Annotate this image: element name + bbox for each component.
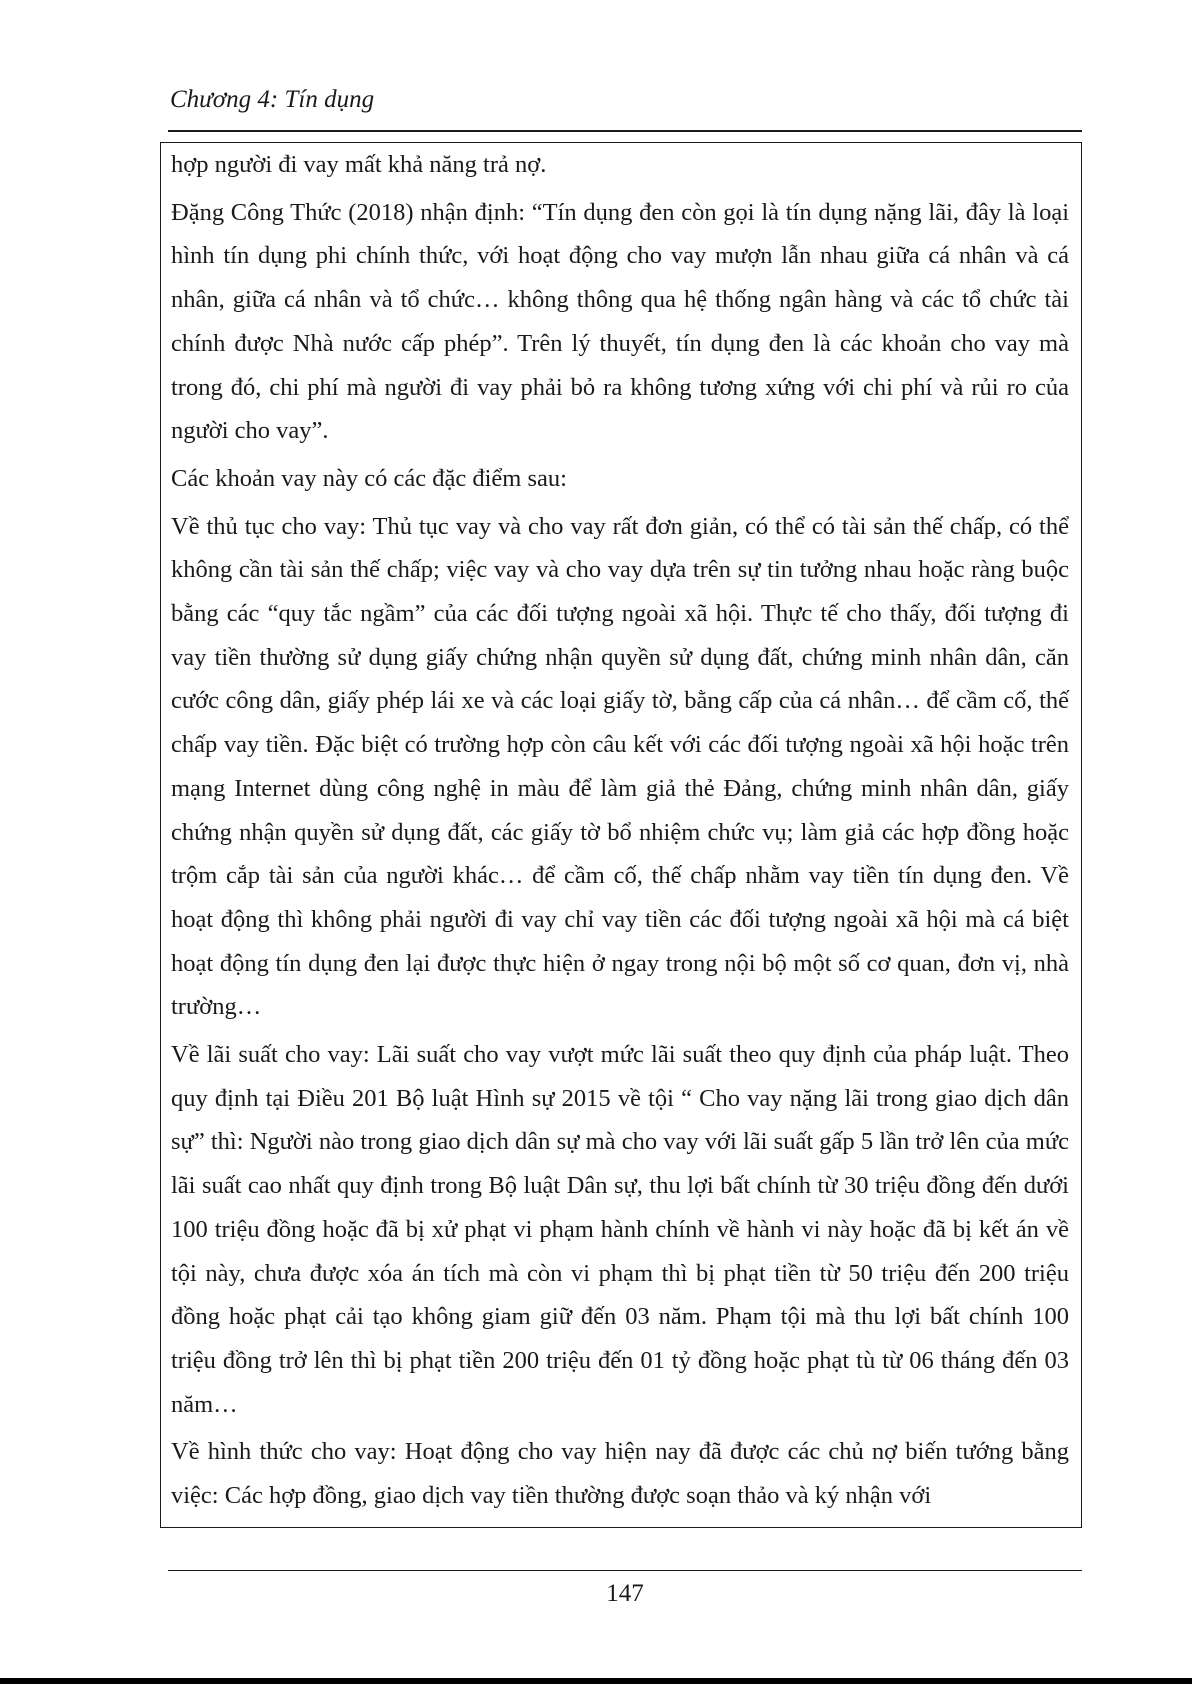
paragraph-interest-rate: Về lãi suất cho vay: Lãi suất cho vay vượt mức lãi suất theo quy định của pháp luật. Theo quy định tại Điều 201 Bộ luật Hình sự 2015 về tội “ Cho vay nặng lãi trong giao dịch dân sự” thì: Người nào trong giao dịch dân sự mà cho vay với lãi suất gấp 5 lần trở lên của mức lãi suất cao nhất quy định trong Bộ luật Dân sự, thu lợi bất chính từ 30 triệu đồng đến dưới 100 triệu đồng hoặc đã bị xử phạt vi phạm hành chính về hành vi này hoặc đã bị kết án về tội này, chưa được xóa án tích mà còn vi phạm thì bị phạt tiền từ 50 triệu đến 200 triệu đồng hoặc phạt cải tạo không giam giữ đến 03 năm. Phạm tội mà thu lợi bất chính 100 triệu đồng trở lên thì bị phạt tiền 200 triệu đến 01 tỷ đồng hoặc phạt tù từ 06 tháng đến 03 năm… (171, 1041, 1069, 1418)
paragraph-continuation: hợp người đi vay mất khả năng trả nợ. (171, 151, 547, 178)
scan-edge-bar (0, 1678, 1192, 1684)
page-number: 147 (606, 1580, 644, 1607)
paragraph-loan-procedure: Về thủ tục cho vay: Thủ tục vay và cho vay rất đơn giản, có thể có tài sản thế chấp, có thể không cần tài sản thế chấp; việc vay và cho vay dựa trên sự tin tưởng nhau hoặc ràng buộc bằng các “quy tắc ngầm” của các đối tượng ngoài xã hội. Thực tế cho thấy, đối tượng đi vay tiền thường sử dụng giấy chứng nhận quyền sử dụng đất, chứng minh nhân dân, căn cước công dân, giấy phép lái xe và các loại giấy tờ, bằng cấp của cá nhân… để cầm cố, thế chấp vay tiền. Đặc biệt có trường hợp còn câu kết với các đối tượng ngoài xã hội hoặc trên mạng Internet dùng công nghệ in màu để làm giả thẻ Đảng, chứng minh nhân dân, giấy chứng nhận quyền sử dụng đất, các giấy tờ bổ nhiệm chức vụ; làm giả các hợp đồng hoặc trộm cắp tài sản của người khác… để cầm cố, thế chấp nhằm vay tiền tín dụng đen. Về hoạt động thì không phải người đi vay chỉ vay tiền các đối tượng ngoài xã hội mà cá biệt hoạt động tín dụng đen lại được thực hiện ở ngay trong nội bộ một số cơ quan, đơn vị, nhà trường… (171, 512, 1069, 1021)
paragraph-definition: Đặng Công Thức (2018) nhận định: “Tín dụng đen còn gọi là tín dụng nặng lãi, đây là loại hình tín dụng phi chính thức, với hoạt động cho vay mượn lẫn nhau giữa cá nhân và cá nhân, giữa cá nhân và tổ chức… không thông qua hệ thống ngân hàng và các tổ chức tài chính được Nhà nước cấp phép”. Trên lý thuyết, tín dụng đen là các khoản cho vay mà trong đó, chi phí mà người đi vay phải bỏ ra không tương xứng với chi phí và rủi ro của người cho vay”. (171, 198, 1069, 445)
footer-divider (168, 1570, 1082, 1571)
header-divider (168, 130, 1082, 132)
paragraph-loan-form: Về hình thức cho vay: Hoạt động cho vay hiện nay đã được các chủ nợ biến tướng bằng việc: Các hợp đồng, giao dịch vay tiền thường được soạn thảo và ký nhận với (171, 1438, 1069, 1510)
paragraph-characteristics-intro: Các khoản vay này có các đặc điểm sau: (171, 464, 567, 492)
chapter-title: Chương 4: Tín dụng (170, 86, 375, 113)
text-frame (160, 142, 1082, 1528)
